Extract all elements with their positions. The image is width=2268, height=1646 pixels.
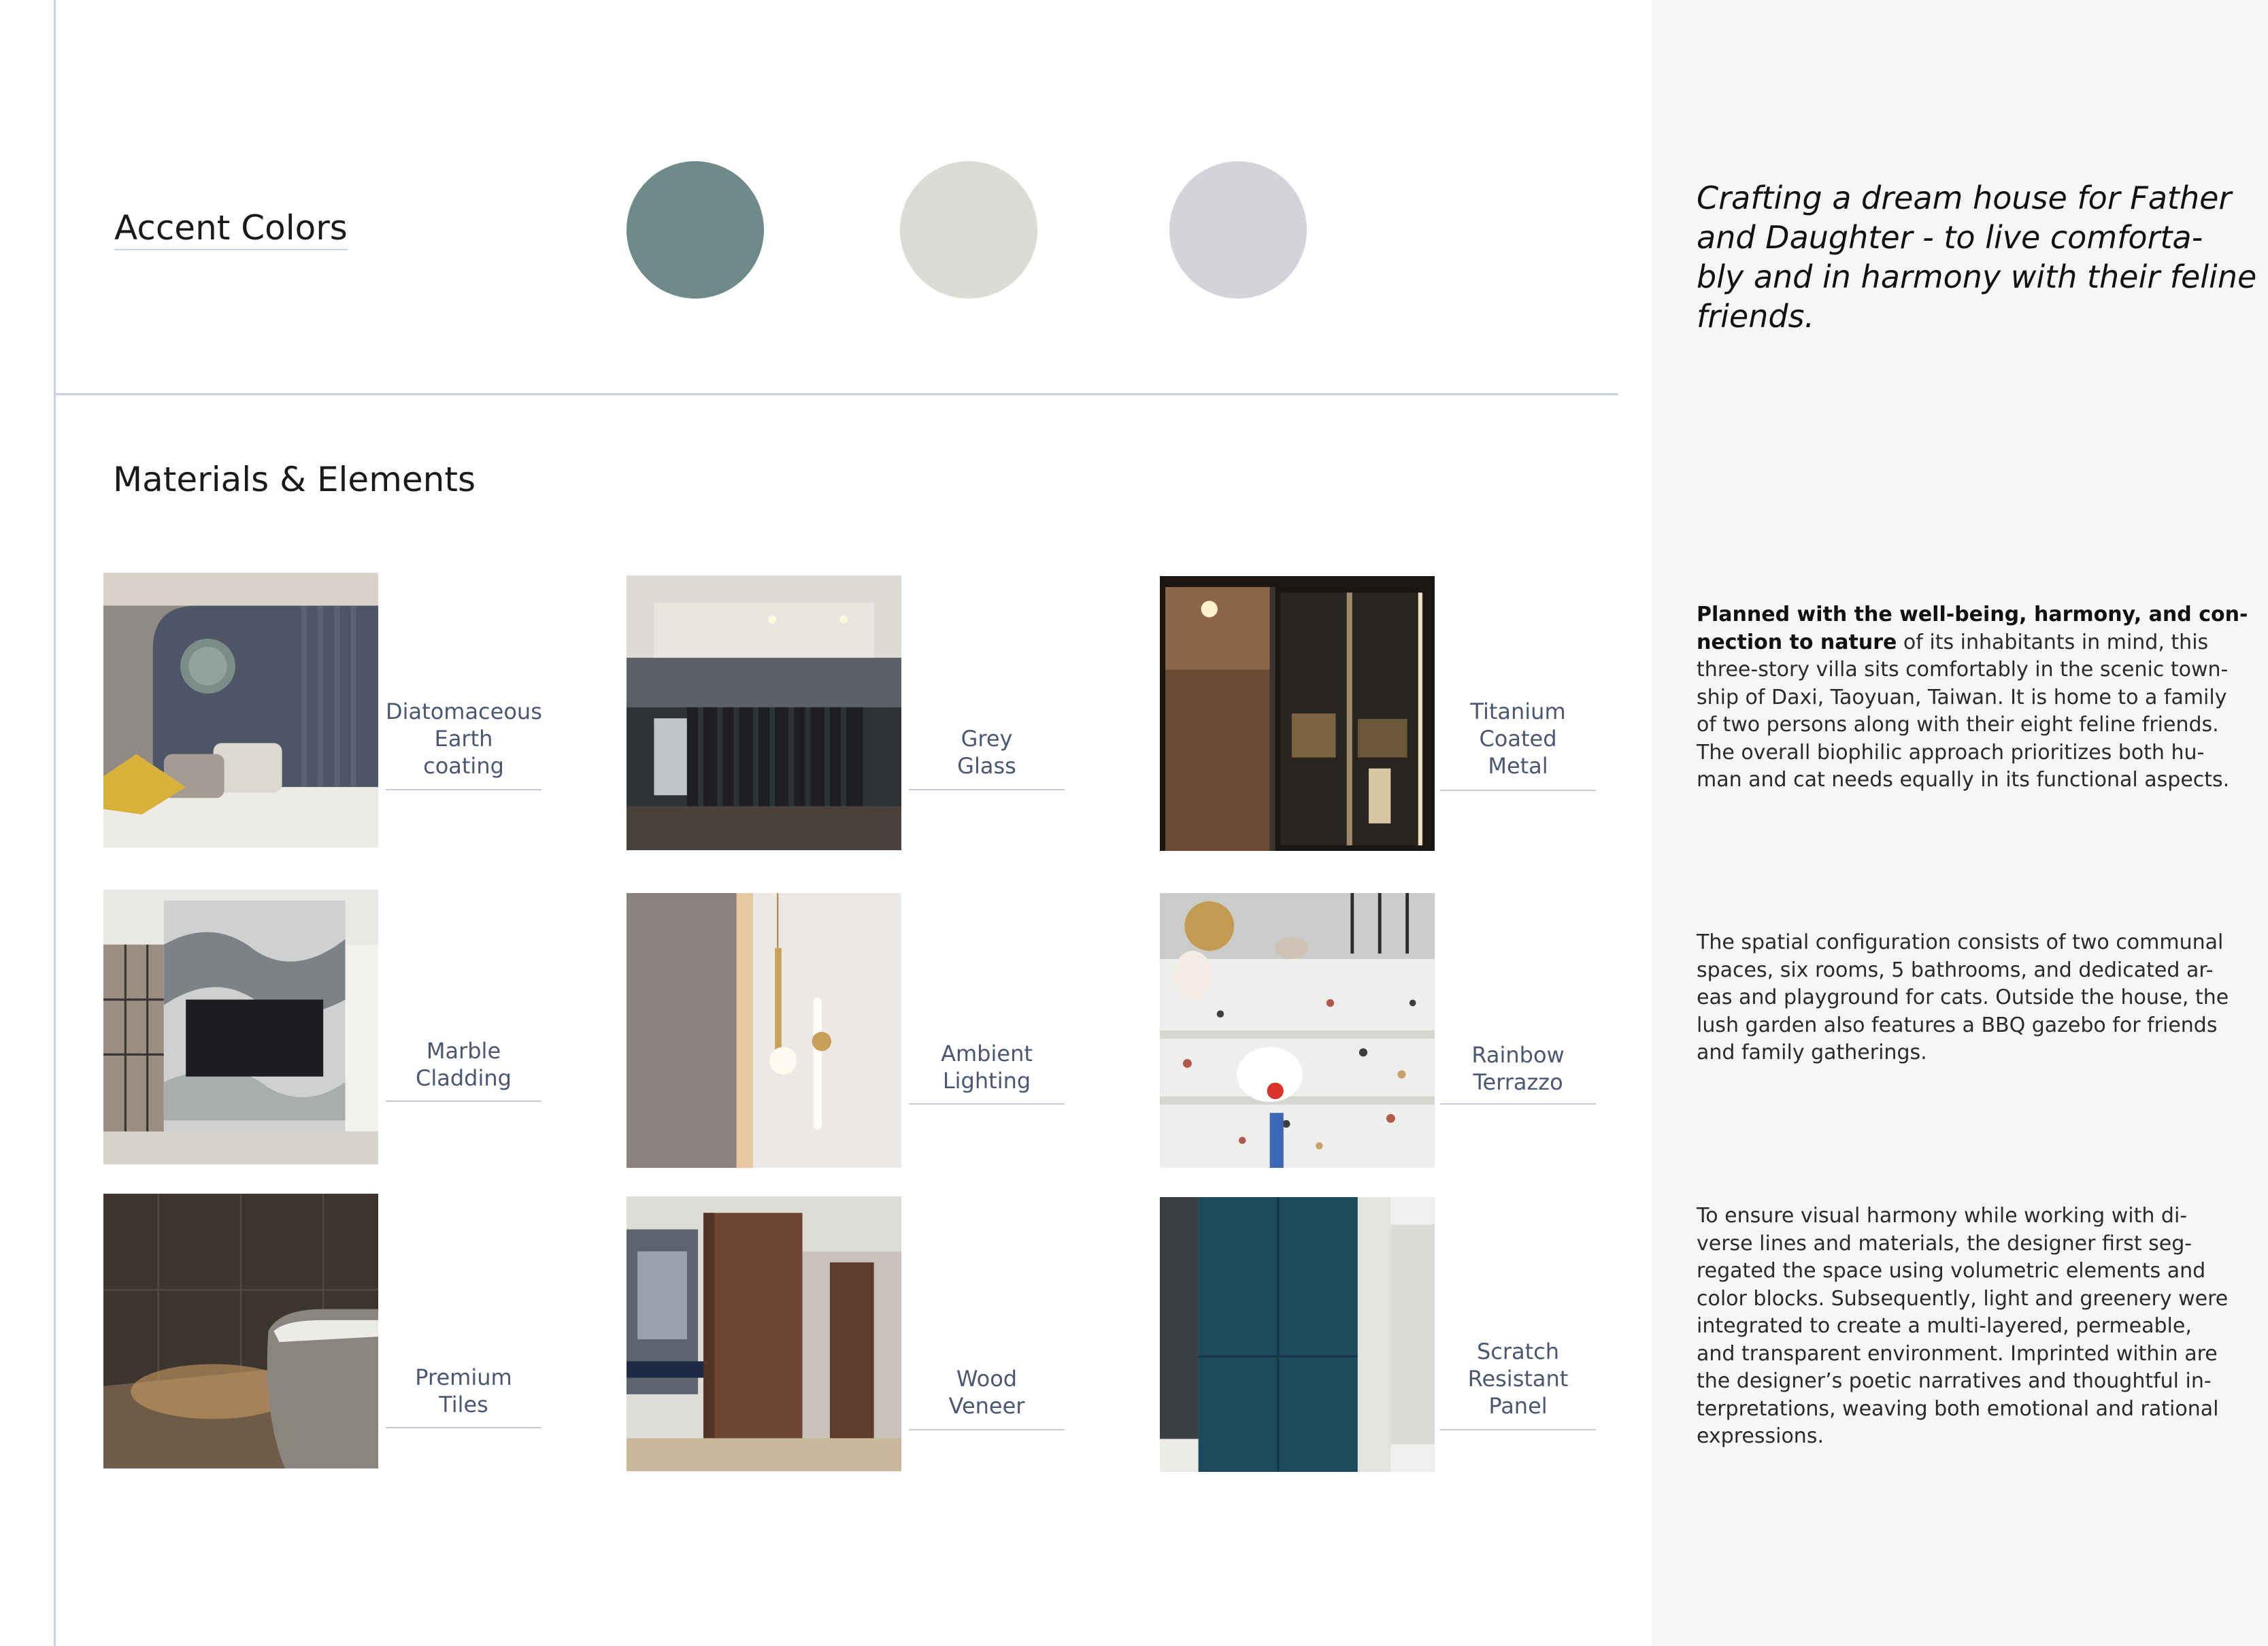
titanium-metal-photo — [1160, 576, 1435, 851]
label-underline — [386, 1427, 541, 1428]
scratch-resistant-panel-label: Scratch Resistant Panel — [1467, 1339, 1569, 1419]
accent-swatch-lilac-grey — [1169, 161, 1307, 299]
grey-glass-label: Grey Glass — [957, 726, 1016, 779]
label-underline — [386, 789, 541, 790]
scratch-resistant-panel-photo — [1160, 1197, 1435, 1472]
ambient-lighting-photo — [627, 893, 901, 1168]
diatomaceous-earth-label: Diatomaceous Earth coating — [386, 699, 542, 779]
accent-swatch-teal — [627, 161, 764, 299]
accent-colors-heading: Accent Colors — [114, 208, 348, 250]
ambient-lighting-label: Ambient Lighting — [941, 1041, 1033, 1094]
label-underline — [386, 1101, 541, 1102]
wood-veneer-photo — [627, 1196, 901, 1471]
section-divider-line — [54, 393, 1618, 395]
premium-tiles-label: Premium Tiles — [415, 1364, 512, 1417]
visual-harmony-paragraph: To ensure visual harmony while working with di- verse lines and materials, the designer first seg- regated the space using volumetric elements and color blocks. Subsequently, light and greenery were integrated to create a multi-layered, permeable, and transparent environment. Imprinted within are the designer’s poetic narratives and thoughtful in- terpretations, weaving both emotional and rational expressions. — [1697, 1204, 2229, 1448]
materials-heading: Materials & Elements — [113, 460, 476, 499]
label-underline — [909, 789, 1065, 790]
spatial-configuration-paragraph: The spatial configuration consists of two communal spaces, six rooms, 5 bathrooms, and dedicated ar- eas and playground for cats. Outside the house, the lush garden also features a BBQ gazebo for friends and family gatherings. — [1697, 930, 2229, 1064]
titanium-metal-label: Titanium Coated Metal — [1470, 699, 1566, 779]
rainbow-terrazzo-photo — [1160, 893, 1435, 1168]
marble-cladding-label: Marble Cladding — [416, 1038, 512, 1091]
accent-swatch-warm-grey — [900, 161, 1037, 299]
label-underline — [1440, 1103, 1596, 1105]
marble-cladding-photo — [103, 890, 378, 1164]
premium-tiles-photo — [103, 1194, 378, 1468]
intro-paragraph: Planned with the well-being, harmony, and con- nection to nature of its inhabitants in mind, this three-story villa sits comfortably in the scenic town- ship of Daxi, Taoyuan, Taiwan. It is home to a family of two persons along with their eight feline friends. The overall biophilic approach prioritizes both hu- man and cat needs equally in its functional aspects. — [1697, 603, 2248, 792]
label-underline — [1440, 1429, 1596, 1430]
label-underline — [1440, 790, 1596, 791]
left-divider-line — [54, 0, 56, 1646]
project-tagline: Crafting a dream house for Father and Daughter - to live comforta- bly and in harmony with their feline friends. — [1697, 180, 2257, 335]
label-underline — [909, 1429, 1065, 1430]
rainbow-terrazzo-label: Rainbow Terrazzo — [1471, 1042, 1565, 1095]
grey-glass-photo — [627, 575, 901, 850]
diatomaceous-earth-photo — [103, 573, 378, 847]
wood-veneer-label: Wood Veneer — [948, 1366, 1025, 1419]
label-underline — [909, 1103, 1065, 1105]
